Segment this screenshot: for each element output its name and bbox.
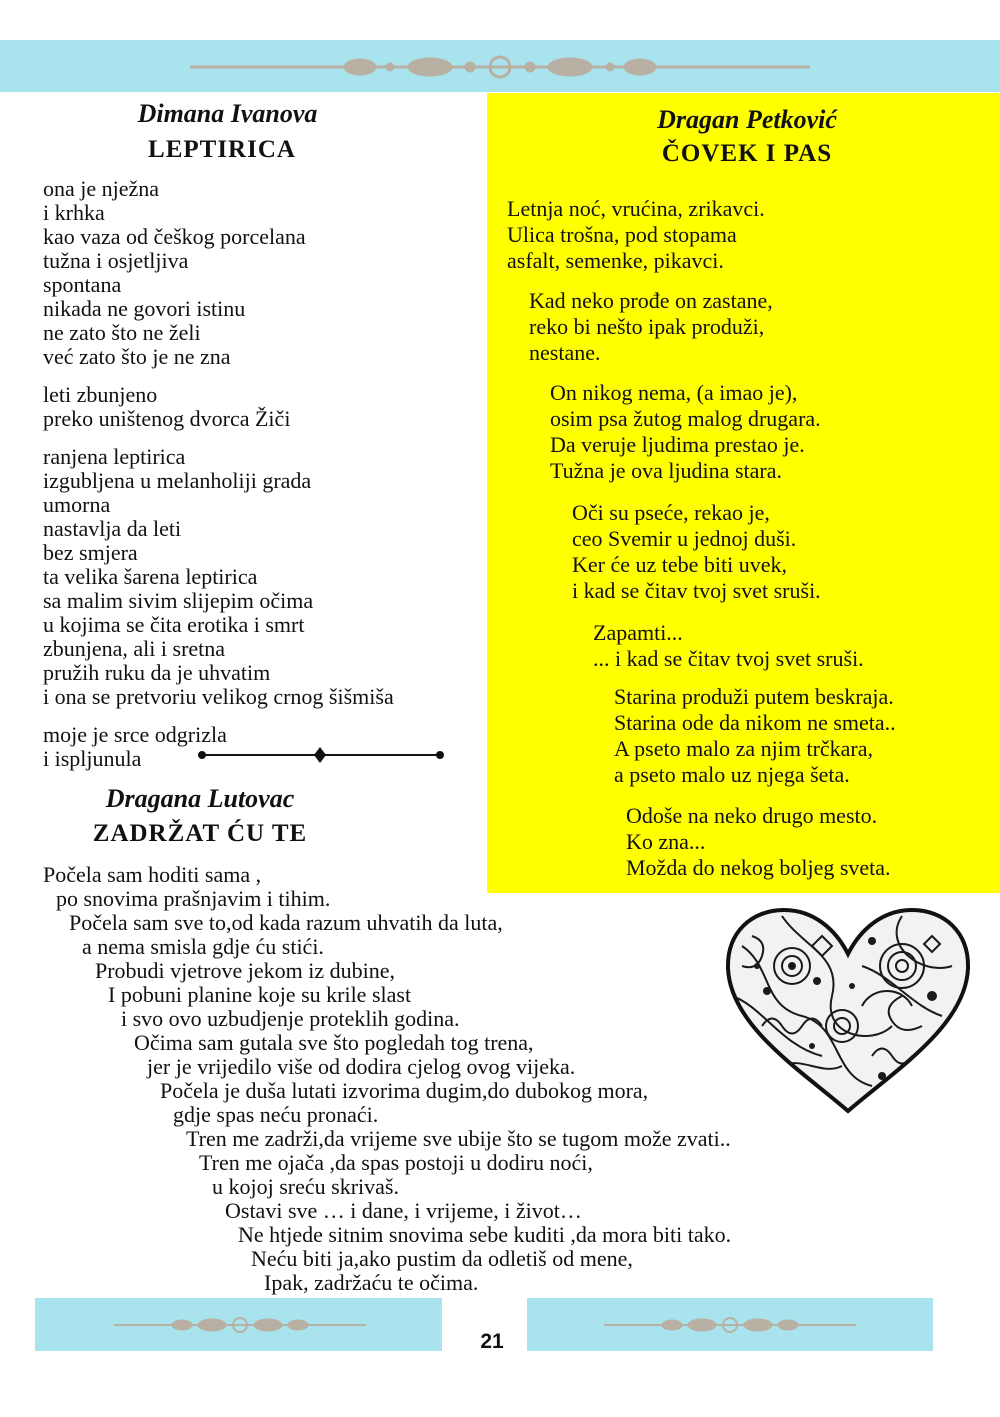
poem3-line: Počela sam sve to,od kada razum uhvatih da luta, [69,910,503,935]
poem2-line: reko bi nešto ipak produži, [529,314,765,339]
poem1-line: moje je srce odgrizla [43,722,227,747]
poem1-line: spontana [43,272,122,297]
poem3-line: Probudi vjetrove jekom iz dubine, [95,958,395,983]
poem3-line: Počela je duša lutati izvorima dugim,do dubokog mora, [160,1078,649,1103]
poem3-line: a nema smisla gdje ću stići. [82,934,324,959]
poem2-line: Zapamti... [593,620,683,645]
poem1-line: ona je nježna [43,176,160,201]
poem1-line: leti zbunjeno [43,382,158,407]
poem3-line: u kojoj sreću skrivaš. [212,1174,399,1199]
bottom-right-flourish-icon [600,1314,860,1336]
poem2-line: On nikog nema, (a imao je), [550,380,798,405]
poem1-author: Dimana Ivanova [137,99,318,128]
poem3-title: ZADRŽAT ĆU TE [92,820,308,847]
top-flourish-icon [185,52,815,82]
poem2-line: Ulica trošna, pod stopama [507,222,737,247]
poem1-line: pružih ruku da je uhvatim [43,660,271,685]
poem2-line: Ko zna... [626,829,706,854]
poem1-line: već zato što je ne zna [43,344,231,369]
poem3-line: Očima sam gutala sve što pogledah tog trena, [134,1030,534,1055]
poem3-line: Tren me zadrži,da vrijeme sve ubije što se tugom može zvati.. [186,1126,731,1151]
poem2-line: Odoše na neko drugo mesto. [626,803,878,828]
poem1-line: bez smjera [43,540,138,565]
poem3-line: Ipak, zadržaću te očima. [264,1270,479,1295]
poem2-line: Starina ode da nikom ne smeta.. [614,710,896,735]
poem1-line: u kojima se čita erotika i smrt [43,612,305,637]
poem3-line: Ne htjede sitnim snovima sebe kuditi ,da mora biti tako. [238,1222,732,1247]
poem1-line: i ispljunula [43,746,142,771]
poem2-author: Dragan Petković [657,105,837,134]
poem1-line: i ona se pretvoriu velikog crnog šišmiša [43,684,394,709]
poem2-line: A pseto malo za njim trčkara, [614,736,874,761]
poem2-line: Oči su pseće, rekao je, [572,500,770,525]
poem3-line: po snovima prašnjavim i tihim. [56,886,331,911]
line-divider-icon [196,745,446,765]
poem3-line: Počela sam hoditi sama , [43,862,262,887]
poem1-line: preko uništenog dvorca Žiči [43,406,291,431]
zentangle-heart-icon [722,906,974,1116]
poem3-line: i svo ovo uzbudjenje proteklih godina. [121,1006,460,1031]
poem2-line: Kad neko prođe on zastane, [529,288,773,313]
poem1-title: LEPTIRICA [148,136,296,163]
poem1-line: ne zato što ne želi [43,320,201,345]
poem2-line: a pseto malo uz njega šeta. [614,762,850,787]
page-number: 21 [480,1330,504,1353]
poem1-line: nastavlja da leti [43,516,182,541]
poem1-line: umorna [43,492,111,517]
poem2-line: Možda do nekog boljeg sveta. [626,855,891,880]
poem2-line: Tužna je ova ljudina stara. [550,458,782,483]
poem3-line: Neću biti ja,ako pustim da odletiš od mene, [251,1246,633,1271]
poem1-line: zbunjena, ali i sretna [43,636,226,661]
poem2-line: asfalt, semenke, pikavci. [507,248,724,273]
poem2-line: ceo Svemir u jednoj duši. [572,526,797,551]
poem2-line: osim psa žutog malog drugara. [550,406,821,431]
poem2-line: Da veruje ljudima prestao je. [550,432,805,457]
bottom-left-flourish-icon [110,1314,370,1336]
poem1-line: kao vaza od češkog porcelana [43,224,306,249]
poem3-line: gdje spas neću pronaći. [173,1102,379,1127]
poem2-line: Starina produži putem beskraja. [614,684,894,709]
poem3-author: Dragana Lutovac [105,784,295,813]
poem2-line: i kad se čitav tvoj svet sruši. [572,578,821,603]
poem1-line: i krhka [43,200,105,225]
poem3-line: Ostavi sve … i dane, i vrijeme, i život… [225,1198,582,1223]
poem2-line: Ker će uz tebe biti uvek, [572,552,788,577]
poem2-line: Letnja noć, vrućina, zrikavci. [507,196,765,221]
poem3-line: Tren me ojača ,da spas postoji u dodiru noći, [199,1150,593,1175]
poem1-line: nikada ne govori istinu [43,296,246,321]
poem3-line: I pobuni planine koje su krile slast [108,982,412,1007]
poem1-line: tužna i osjetljiva [43,248,189,273]
poem2-title: ČOVEK I PAS [661,140,833,167]
poem2-line: nestane. [529,340,601,365]
poem3-line: jer je vrijedilo više od dodira cjelog ovog vijeka. [147,1054,576,1079]
poem1-line: ta velika šarena leptirica [43,564,258,589]
poem1-line: ranjena leptirica [43,444,186,469]
poem1-line: izgubljena u melanholiji grada [43,468,312,493]
poem2-line: ... i kad se čitav tvoj svet sruši. [593,646,864,671]
poem1-line: sa malim sivim slijepim očima [43,588,314,613]
